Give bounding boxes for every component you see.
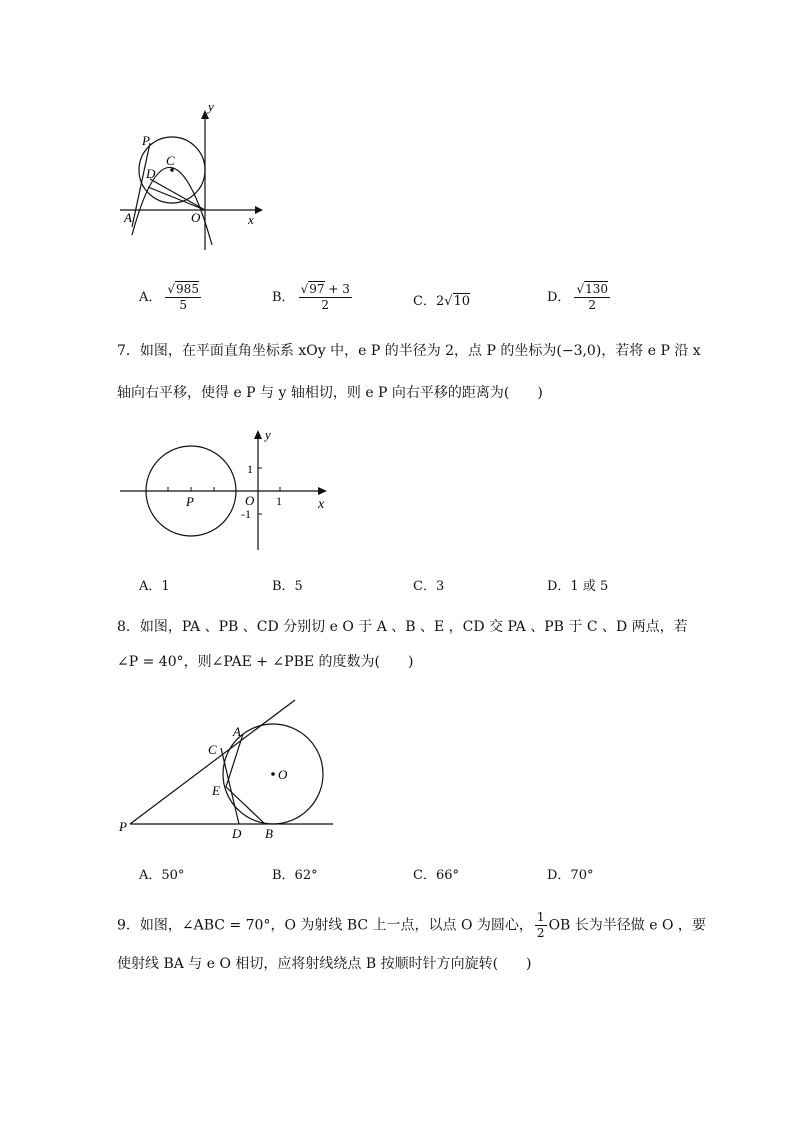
option-letter: D． — [547, 290, 571, 305]
label-1-x: 1 — [276, 494, 282, 508]
line-pa — [130, 700, 295, 824]
radicand: 97 — [309, 282, 325, 296]
parabola — [132, 167, 212, 245]
denominator: 2 — [588, 298, 597, 312]
label-p: P — [142, 133, 150, 148]
q7-option-d[interactable]: D．1 或 5 — [547, 579, 609, 594]
q9-line-2: 使射线 BA 与 e O 相切，应将射线绕点 B 按顺时针方向旋转( ) — [117, 956, 532, 972]
denominator: 5 — [179, 298, 187, 312]
x-axis-arrow-icon — [255, 206, 263, 214]
q7-option-a[interactable]: A．1 — [139, 579, 170, 594]
fraction: $\frac{√130}{2}$ — [576, 282, 608, 312]
label-o: O — [191, 210, 201, 225]
coefficient: 2 — [435, 294, 445, 309]
label-a: A — [124, 210, 132, 225]
line-cd — [221, 748, 239, 824]
q7-line-1: 7．如图，在平面直角坐标系 xOy 中，e P 的半径为 2，点 P 的坐标为(−3,0)，若将 e P 沿 x — [117, 343, 701, 359]
q6-option-c[interactable]: C．2√10 — [413, 294, 471, 309]
label-p: P — [186, 494, 194, 509]
option-letter: B． — [272, 290, 295, 305]
label-c: C — [166, 153, 175, 168]
q9-line-1-a: 9．如图，∠ABC = 70°，O 为射线 BC 上一点，以点 O 为圆心， — [117, 917, 533, 934]
point-o — [271, 772, 275, 776]
label-a: A — [233, 724, 241, 739]
q6-option-a[interactable] — [139, 282, 201, 313]
label-x: x — [248, 212, 254, 227]
radicand: 10 — [453, 294, 471, 309]
q8-option-a[interactable]: A．50° — [139, 868, 185, 883]
q8-option-d[interactable]: D．70° — [547, 868, 594, 883]
q6-figure — [110, 95, 280, 255]
denominator: 2 — [321, 298, 330, 312]
line-ap — [132, 143, 150, 227]
numerator: 1 — [536, 910, 545, 924]
q7-line-2: 轴向右平移，使得 e P 与 y 轴相切，则 e P 向右平移的距离为( ) — [117, 385, 543, 401]
q9-line-1-b: OB 长为半径做 e O ，要 — [548, 917, 706, 934]
q9-fraction — [535, 910, 547, 941]
q7-option-b[interactable]: B．5 — [272, 579, 303, 594]
line-eb — [226, 787, 265, 824]
line-do — [150, 179, 205, 210]
label-x: x — [318, 497, 325, 512]
label-d: D — [232, 826, 242, 840]
label-o: O — [278, 767, 288, 782]
q8-line-1: 8．如图，PA 、PB 、CD 分别切 e O 于 A 、B 、E ，CD 交 PA 、PB 于 C 、D 两点，若 — [117, 619, 688, 635]
option-letter: C． — [413, 294, 436, 309]
label-e: E — [212, 783, 220, 798]
fraction: $\frac{√97 + 3}{2}$ — [300, 282, 350, 312]
label-y: y — [208, 99, 214, 114]
label-neg1: -1 — [241, 507, 251, 521]
q6-option-d[interactable] — [547, 282, 610, 313]
label-b: B — [265, 826, 273, 840]
option-letter: A． — [139, 290, 162, 305]
label-d: D — [146, 166, 156, 181]
point-c — [170, 168, 174, 172]
q6-option-b[interactable] — [272, 282, 352, 313]
x-axis-arrow-icon — [318, 487, 327, 495]
radicand: 130 — [585, 282, 608, 296]
q7-option-c[interactable]: C．3 — [413, 579, 445, 594]
label-p: P — [119, 819, 127, 834]
label-1-y: 1 — [247, 462, 253, 476]
radicand: 985 — [176, 282, 199, 296]
q8-option-b[interactable]: B．62° — [272, 868, 318, 883]
y-axis-arrow-icon — [254, 430, 262, 439]
label-y: y — [265, 427, 271, 442]
numerator-rest: + 3 — [328, 282, 350, 296]
q8-option-c[interactable]: C．66° — [413, 868, 459, 883]
label-c: C — [208, 742, 217, 757]
q8-line-2: ∠P = 40°，则∠PAE + ∠PBE 的度数为( ) — [117, 654, 414, 670]
fraction: $\frac{√985}{5}$ — [167, 282, 199, 312]
label-o: O — [245, 493, 255, 508]
q7-figure — [115, 425, 335, 555]
q9-line-1 — [117, 910, 706, 941]
q8-figure — [115, 690, 345, 840]
denominator: 2 — [536, 926, 545, 940]
